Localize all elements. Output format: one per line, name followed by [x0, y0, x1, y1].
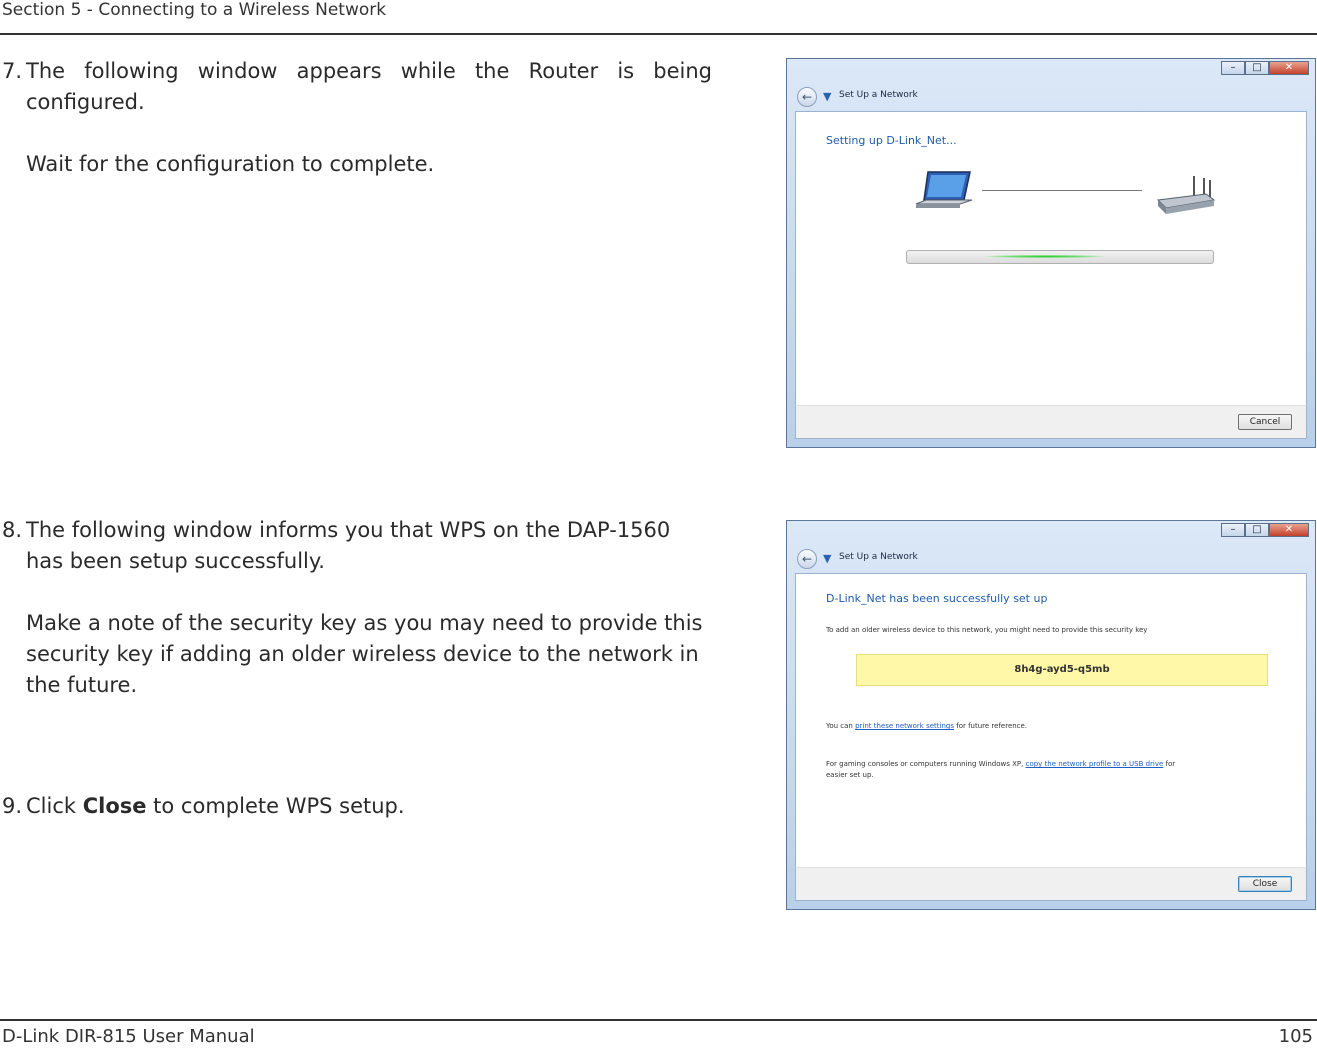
print-prefix: You can [826, 722, 856, 730]
close-keyword: Close [82, 794, 147, 818]
window-close-button[interactable]: ✕ [1269, 523, 1309, 537]
dialog-button-bar [795, 867, 1307, 901]
maximize-button[interactable]: □ [1245, 523, 1269, 537]
maximize-button[interactable]: □ [1245, 61, 1269, 75]
network-icon: ▼ [823, 552, 832, 565]
back-arrow-icon[interactable]: ← [797, 87, 817, 107]
security-key-box: 8h4g-ayd5-q5mb [856, 654, 1268, 686]
usb-profile-line-2: easier set up. [826, 771, 874, 779]
step-7 [0, 56, 712, 180]
step-paragraph: Make a note of the security key as you may need to provide this security key if adding an older wireless device to the network in the future. [26, 611, 703, 697]
security-key-instruction: To add an older wireless device to this network, you might need to provide this security key [826, 626, 1148, 634]
copy-profile-link[interactable]: copy the network profile to a USB drive [1025, 760, 1164, 768]
cancel-button[interactable]: Cancel [1238, 414, 1292, 430]
gaming-prefix: For gaming consoles or computers running Windows XP, [826, 760, 1026, 768]
dialog-title: Set Up a Network [839, 90, 918, 100]
step-paragraph: The following window informs you that WPS on the DAP-1560 has been setup successfully. [26, 518, 671, 573]
print-suffix: for future reference. [954, 722, 1028, 730]
connection-line [982, 190, 1142, 191]
dialog-content [795, 573, 1307, 869]
print-settings-link[interactable]: print these network settings [855, 722, 954, 730]
laptop-icon [914, 170, 974, 216]
dialog-content [795, 111, 1307, 407]
step-paragraph [26, 791, 712, 822]
setup-status-heading: Setting up D-Link_Net... [826, 134, 957, 147]
setup-network-window-success [786, 520, 1316, 910]
usb-profile-line [826, 760, 1175, 768]
success-heading: D-Link_Net has been successfully set up [826, 592, 1048, 605]
step-text: to complete WPS setup. [146, 794, 405, 818]
setup-progress-bar [906, 250, 1214, 264]
network-icon: ▼ [823, 90, 832, 103]
dialog-button-bar [795, 405, 1307, 439]
progress-indicator [985, 255, 1105, 258]
back-arrow-icon[interactable]: ← [797, 549, 817, 569]
minimize-button[interactable]: – [1221, 61, 1245, 75]
print-settings-line [826, 722, 1027, 730]
minimize-button[interactable]: – [1221, 523, 1245, 537]
window-close-button[interactable]: ✕ [1269, 61, 1309, 75]
footer-divider [0, 1019, 1317, 1021]
step-text: Click [26, 794, 83, 818]
step-9 [0, 791, 712, 822]
window-controls [1221, 523, 1309, 537]
window-controls [1221, 61, 1309, 75]
page-header [0, 0, 1317, 36]
header-divider [0, 33, 1317, 35]
page-number: 105 [1278, 1026, 1313, 1047]
dialog-titlebar [795, 545, 1307, 571]
step-paragraph: The following window appears while the Router is being configured. [26, 59, 712, 114]
step-number: 7. [2, 59, 23, 83]
router-icon [1154, 174, 1216, 216]
dialog-titlebar [795, 83, 1307, 109]
step-number: 8. [2, 518, 23, 542]
setup-network-window-progress [786, 58, 1316, 448]
section-title: Section 5 - Connecting to a Wireless Network [2, 0, 387, 20]
manual-title: D-Link DIR-815 User Manual [2, 1026, 255, 1047]
gaming-suffix: for [1163, 760, 1176, 768]
step-number: 9. [2, 794, 23, 818]
step-paragraph: Wait for the configuration to complete. [26, 152, 435, 176]
step-8 [0, 515, 712, 701]
close-button[interactable]: Close [1238, 876, 1292, 892]
dialog-title: Set Up a Network [839, 552, 918, 562]
